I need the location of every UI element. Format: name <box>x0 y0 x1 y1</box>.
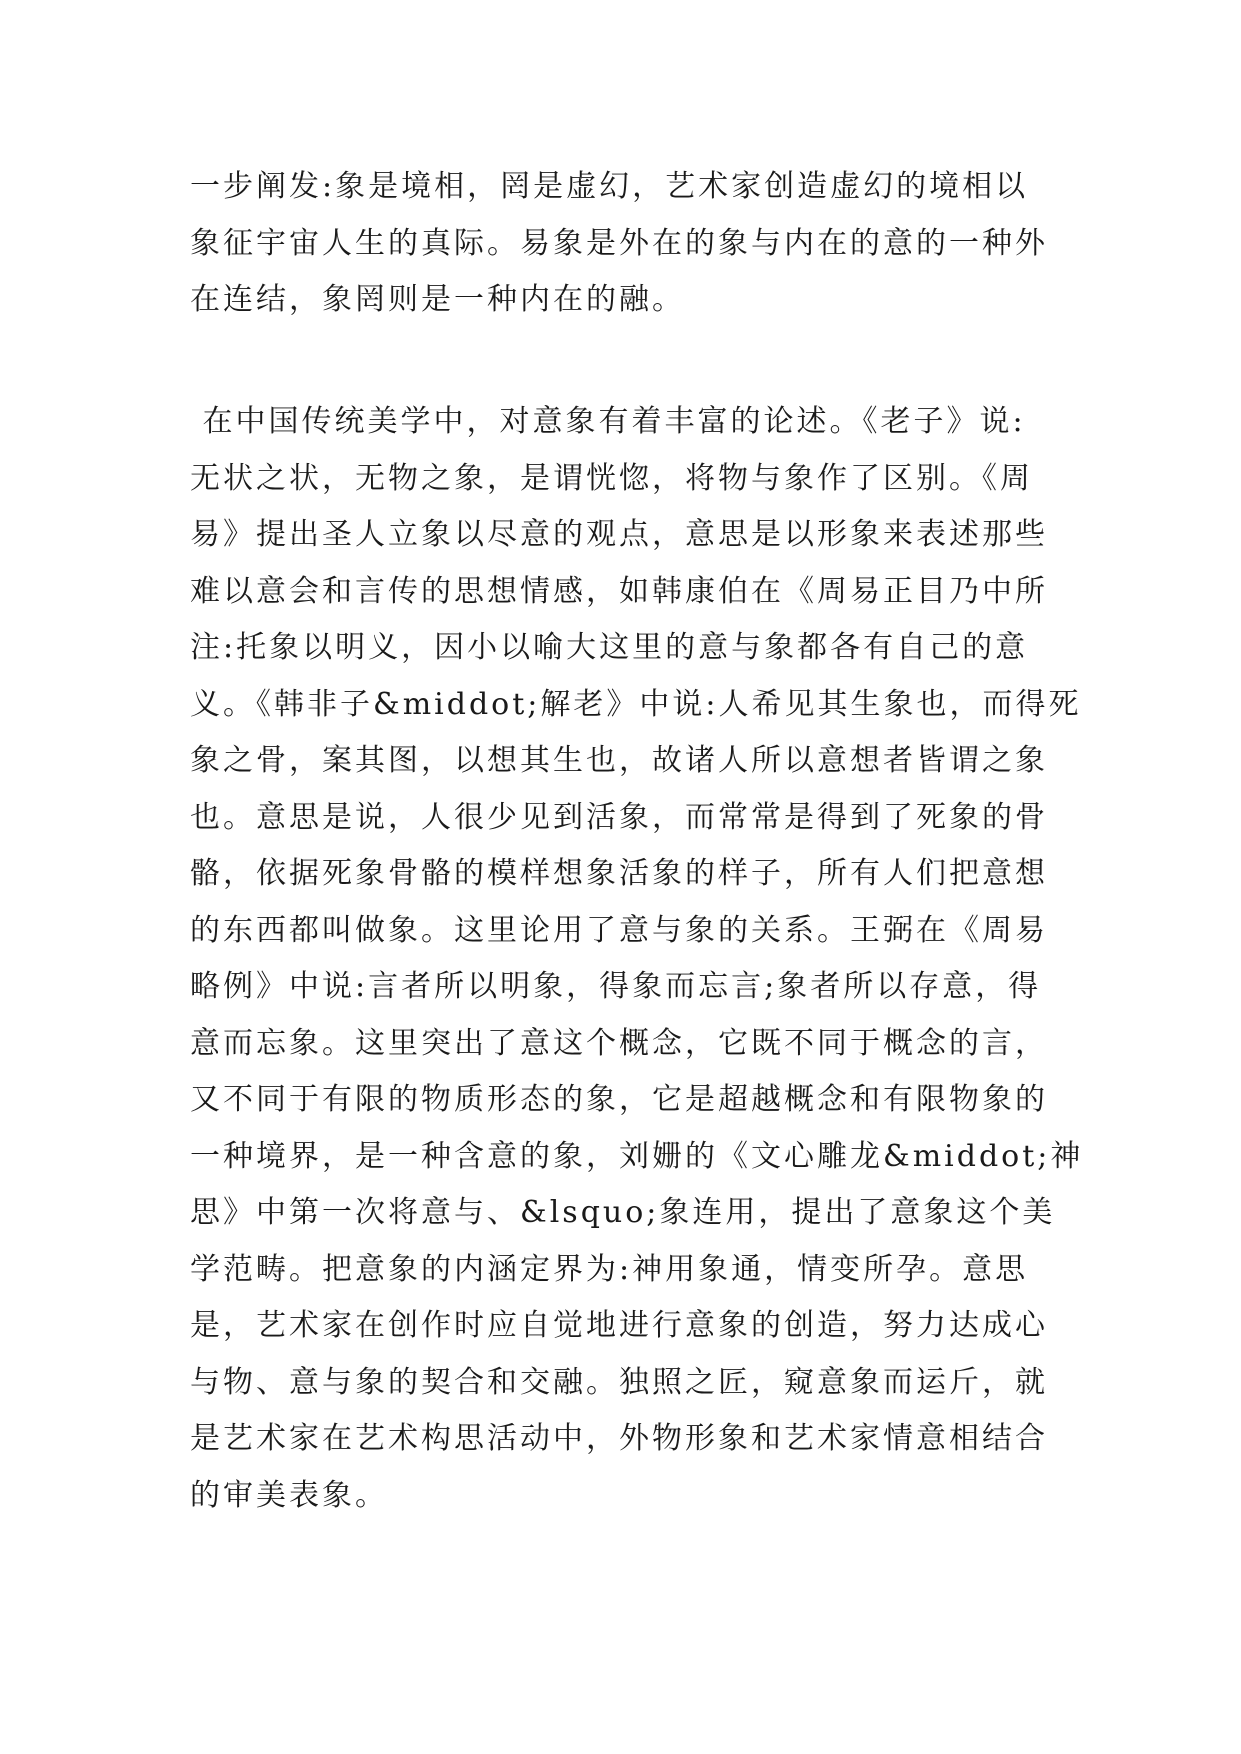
paragraph-line: 在中国传统美学中，对意象有着丰富的论述。《老子》说: <box>190 404 1026 439</box>
paragraph-2 <box>190 394 1084 1524</box>
paragraph-line: 骼，依据死象骨骼的模样想象活象的样子，所有人们把意想 <box>190 856 1048 891</box>
paragraph-line: 一种境界，是一种含意的象，刘姗的《文心雕龙&middot;神 <box>190 1138 1084 1174</box>
paragraph-line: 是艺术家在艺术构思活动中，外物形象和艺术家情意相结合 <box>190 1421 1048 1456</box>
paragraph-line: 的东西都叫做象。这里论用了意与象的关系。王弼在《周易 <box>190 912 1048 948</box>
paragraph-line: 也。意思是说，人很少见到活象，而常常是得到了死象的骨 <box>190 799 1048 835</box>
paragraph-line: 义。《韩非子&middot;解老》中说:人希见其生象也，而得死 <box>190 686 1082 722</box>
paragraph-line: 在连结，象罔则是一种内在的融。 <box>190 282 685 317</box>
paragraph-1 <box>190 159 1060 329</box>
paragraph-line: 学范畴。把意象的内涵定界为:神用象通，情变所孕。意思 <box>190 1251 1029 1287</box>
paragraph-line: 又不同于有限的物质形态的象，它是超越概念和有限物象的 <box>190 1082 1048 1117</box>
paragraph-line: 注:托象以明义，因小以喻大这里的意与象都各有自己的意 <box>190 630 1029 665</box>
paragraph-line: 略例》中说:言者所以明象，得象而忘言;象者所以存意，得 <box>190 969 1042 1004</box>
paragraph-line: 无状之状，无物之象，是谓恍惚，将物与象作了区别。《周 <box>190 460 1033 496</box>
paragraph-line: 思》中第一次将意与、&lsquo;象连用，提出了意象这个美 <box>190 1195 1056 1230</box>
paragraph-line: 易》提出圣人立象以尽意的观点，意思是以形象来表述那些 <box>190 517 1048 552</box>
paragraph-line: 是，艺术家在创作时应自觉地进行意象的创造，努力达成心 <box>190 1308 1048 1343</box>
paragraph-line: 与物、意与象的契合和交融。独照之匠，窥意象而运斤，就 <box>190 1364 1048 1400</box>
paragraph-line: 一步阐发:象是境相，罔是虚幻，艺术家创造虚幻的境相以 <box>190 169 1029 204</box>
paragraph-line: 象之骨，案其图，以想其生也，故诸人所以意想者皆谓之象 <box>190 743 1048 778</box>
paragraph-line: 象征宇宙人生的真际。易象是外在的象与内在的意的一种外 <box>190 225 1048 261</box>
paragraph-line: 的审美表象。 <box>190 1477 388 1513</box>
paragraph-line: 意而忘象。这里突出了意这个概念，它既不同于概念的言， <box>190 1025 1048 1061</box>
paragraph-line: 难以意会和言传的思想情感，如韩康伯在《周易正目乃中所 <box>190 573 1048 609</box>
